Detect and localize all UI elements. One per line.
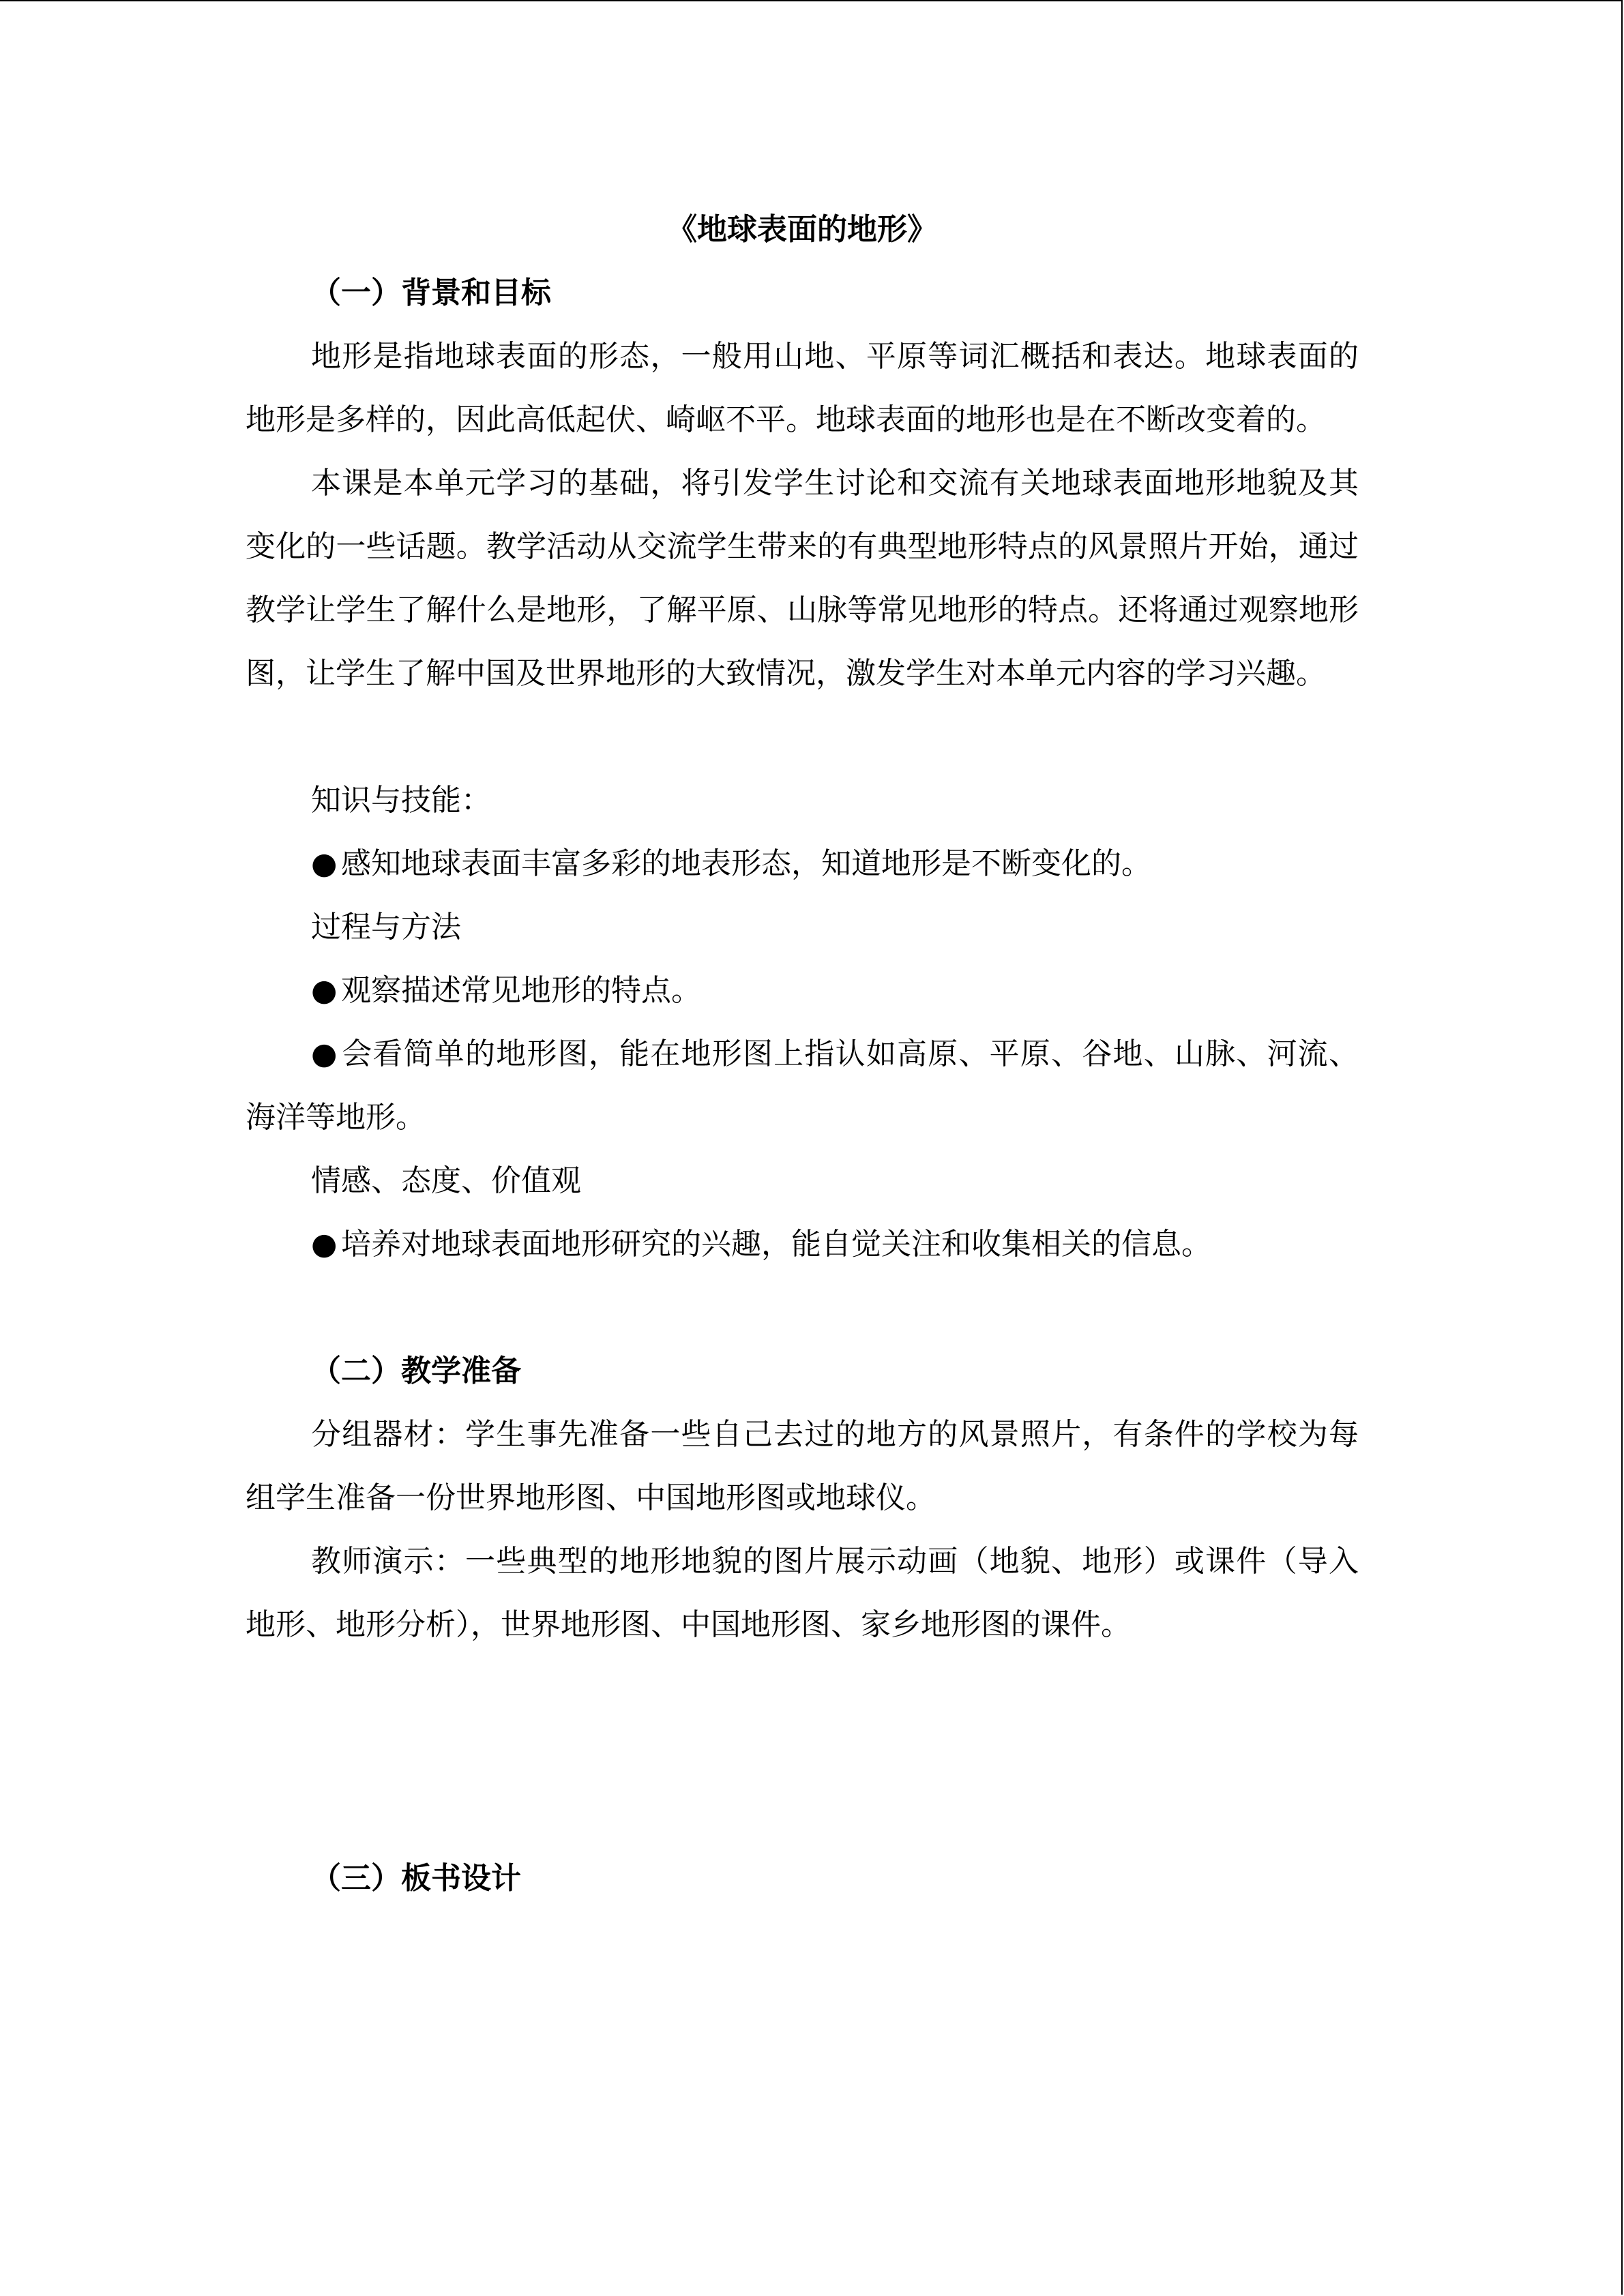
section-heading-preparation: （二）教学准备 bbox=[311, 1354, 521, 1388]
bullet-icon: ● bbox=[311, 1227, 338, 1262]
document-body bbox=[246, 198, 1359, 1910]
goal-item bbox=[246, 832, 1359, 895]
section-heading-board-design: （三）板书设计 bbox=[311, 1861, 521, 1896]
bullet-icon: ● bbox=[311, 973, 338, 1008]
spacer bbox=[246, 1656, 1359, 1847]
background-paragraph-2: 本课是本单元学习的基础，将引发学生讨论和交流有关地球表面地形地貌及其变化的一些话题。教学活动从交流学生带来的有典型地形特点的风景照片开始，通过教学让学生了解什么是地形，了解平原、山脉等常见地形的特点。还将通过观察地形图，让学生了解中国及世界地形的大致情况，激发学生对本单元内容的学习兴趣。 bbox=[246, 466, 1359, 691]
spacer bbox=[246, 705, 1359, 769]
goal-item-text: 会看简单的地形图，能在地形图上指认如高原、平原、谷地、山脉、河流、海洋等地形。 bbox=[246, 1037, 1359, 1135]
preparation-paragraph-1: 分组器材：学生事先准备一些自己去过的地方的风景照片，有条件的学校为每组学生准备一份世界地形图、中国地形图或地球仪。 bbox=[246, 1417, 1359, 1515]
goal-item bbox=[246, 1212, 1359, 1276]
bullet-icon: ● bbox=[311, 1037, 338, 1071]
spacer bbox=[246, 1276, 1359, 1339]
goal-item bbox=[246, 1022, 1359, 1149]
goal-item-text: 感知地球表面丰富多彩的地表形态，知道地形是不断变化的。 bbox=[341, 846, 1151, 881]
bullet-icon: ● bbox=[311, 846, 338, 881]
goal-label-process: 过程与方法 bbox=[311, 910, 461, 944]
goal-item-text: 培养对地球表面地形研究的兴趣，能自觉关注和收集相关的信息。 bbox=[341, 1227, 1211, 1262]
goal-label-attitude: 情感、态度、价值观 bbox=[311, 1163, 581, 1198]
goal-label-knowledge: 知识与技能： bbox=[311, 783, 491, 818]
goal-item-text: 观察描述常见地形的特点。 bbox=[341, 973, 701, 1008]
goal-item bbox=[246, 959, 1359, 1022]
preparation-paragraph-2: 教师演示：一些典型的地形地貌的图片展示动画（地貌、地形）或课件（导入地形、地形分析），世界地形图、中国地形图、家乡地形图的课件。 bbox=[246, 1544, 1359, 1642]
section-heading-background: （一）背景和目标 bbox=[311, 275, 551, 310]
background-paragraph-1: 地形是指地球表面的形态，一般用山地、平原等词汇概括和表达。地球表面的地形是多样的，因此高低起伏、崎岖不平。地球表面的地形也是在不断改变着的。 bbox=[246, 339, 1359, 437]
document-title: 《地球表面的地形》 bbox=[667, 212, 937, 247]
